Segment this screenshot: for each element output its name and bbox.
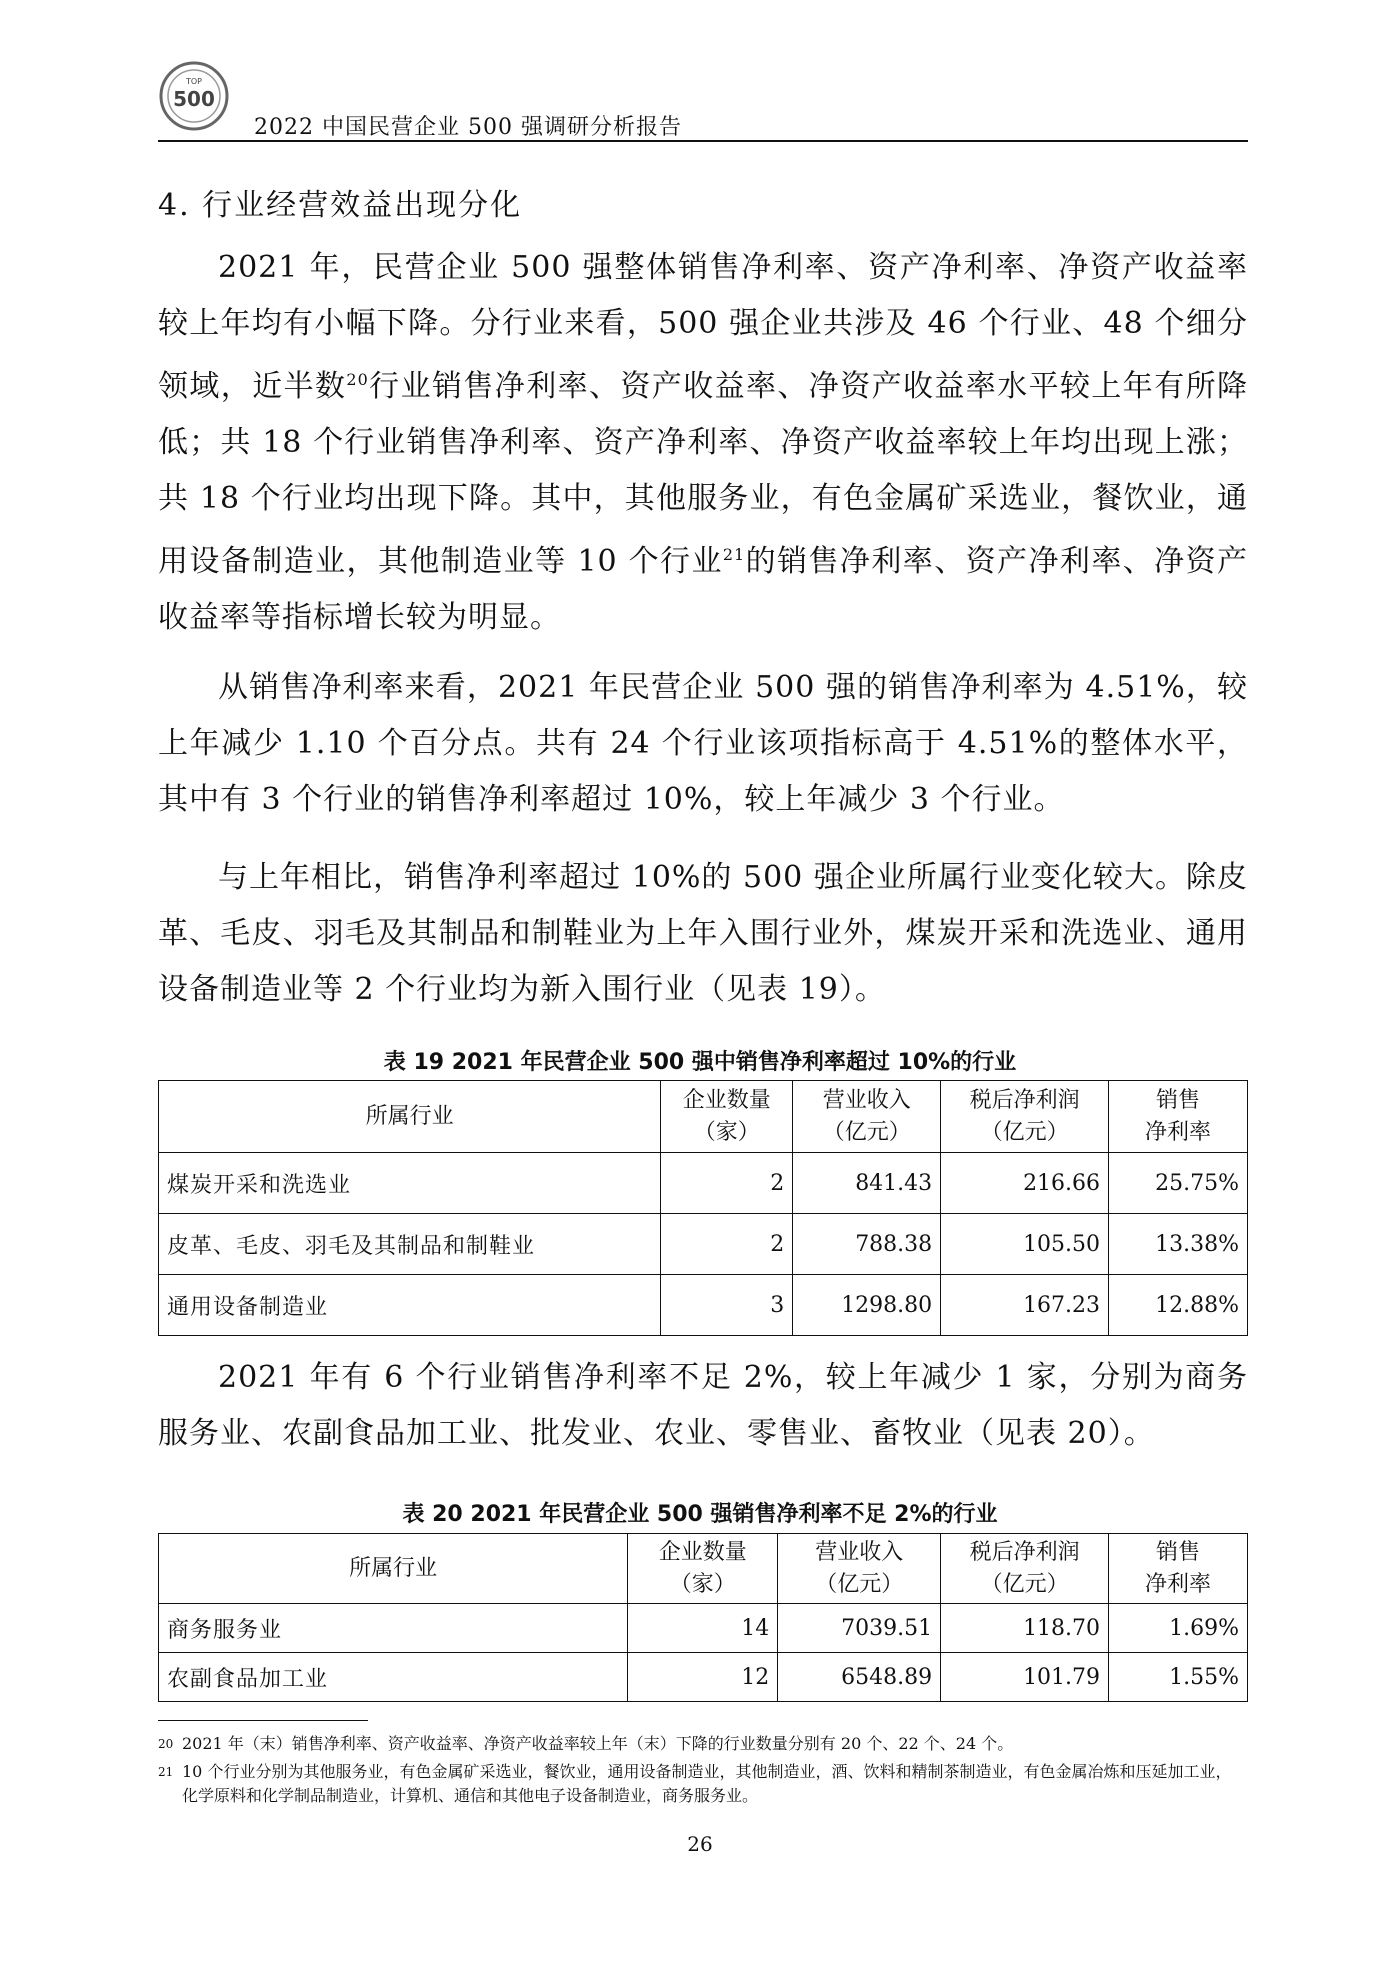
cell-count: 14: [628, 1604, 778, 1653]
table-row: [159, 1275, 1248, 1336]
footnote-divider: [158, 1720, 368, 1721]
header-count-line1: 企业数量: [658, 1539, 747, 1565]
footnote-20: [158, 1732, 1248, 1756]
header-count-line2: （家）: [693, 1119, 760, 1145]
cell-industry: 通用设备制造业: [159, 1275, 661, 1336]
section-heading: 4. 行业经营效益出现分化: [158, 188, 523, 223]
cell-industry: 煤炭开采和洗选业: [159, 1153, 661, 1214]
header-profit: [941, 1081, 1109, 1153]
header-revenue: [793, 1081, 941, 1153]
paragraph-1-part-a: 2021 年，民营企业 500 强整体销售净利率、资产净利率、净资产收益率较上年均有小幅下降。分行业来看，500 强企业共涉及 46 个行业、48 个细分领域，近半数: [158, 250, 1248, 404]
cell-margin: 25.75%: [1109, 1153, 1248, 1214]
footnote-number: 20: [158, 1737, 174, 1751]
cell-revenue: 7039.51: [778, 1604, 941, 1653]
table-row: [159, 1214, 1248, 1275]
paragraph-1-part-b: 行业销售净利率、资产收益率、净资产收益率水平较上年有所降低；共 18 个行业销售净利率、资产净利率、净资产收益率较上年均出现上涨；共 18 个行业均出现下降。其中，其他服务业，有色金属矿采选业，餐饮业，通用设备制造业，其他制造业等 10 个行业: [158, 369, 1249, 579]
cell-revenue: 6548.89: [778, 1653, 941, 1702]
footnote-text: 10 个行业分别为其他服务业，有色金属矿采选业，餐饮业，通用设备制造业，其他制造业，酒、饮料和精制茶制造业，有色金属冶炼和压延加工业，化学原料和化学制品制造业，计算机、通信和其他电子设备制造业，商务服务业。: [182, 1762, 1232, 1805]
footnote-ref-20[interactable]: 20: [346, 370, 369, 389]
cell-revenue: 841.43: [793, 1153, 941, 1214]
cell-margin: 12.88%: [1109, 1275, 1248, 1336]
header-revenue-line2: （亿元）: [815, 1571, 904, 1597]
page-header: [158, 52, 1248, 142]
header-margin: [1109, 1081, 1248, 1153]
cell-profit: 167.23: [941, 1275, 1109, 1336]
table-row: [159, 1153, 1248, 1214]
cell-margin: 13.38%: [1109, 1214, 1248, 1275]
header-count-line1: 企业数量: [682, 1087, 771, 1113]
table-20: [158, 1533, 1248, 1702]
cell-revenue: 1298.80: [793, 1275, 941, 1336]
header-industry: 所属行业: [159, 1081, 661, 1153]
cell-profit: 216.66: [941, 1153, 1109, 1214]
header-industry: 所属行业: [159, 1534, 628, 1604]
paragraph-1-part-c: 的销售净利率、资产净利率、净资产收益率等指标增长较为明显。: [158, 544, 1249, 635]
footnote-ref-21[interactable]: 21: [722, 545, 746, 564]
table-header-row: [159, 1534, 1248, 1604]
paragraph-3: 与上年相比，销售净利率超过 10%的 500 强企业所属行业变化较大。除皮革、毛皮、羽毛及其制品和制鞋业为上年入围行业外，煤炭开采和洗选业、通用设备制造业等 2 个行业均为新入围行业（见表 19）。: [158, 860, 1248, 1007]
header-profit-line2: （亿元）: [980, 1571, 1069, 1597]
logo-top-text: TOP: [185, 77, 203, 86]
cell-count: 2: [661, 1153, 793, 1214]
logo-number-text: 500: [173, 87, 215, 111]
table-row: [159, 1604, 1248, 1653]
paragraph-4: 2021 年有 6 个行业销售净利率不足 2%，较上年减少 1 家，分别为商务服务业、农副食品加工业、批发业、农业、零售业、畜牧业（见表 20）。: [158, 1360, 1248, 1451]
cell-count: 12: [628, 1653, 778, 1702]
table-header-row: [159, 1081, 1248, 1153]
cell-count: 3: [661, 1275, 793, 1336]
footnote-21: [158, 1760, 1248, 1808]
header-margin-line1: 销售: [1156, 1087, 1201, 1113]
page-number: 26: [687, 1832, 713, 1856]
header-profit-line1: 税后净利润: [969, 1539, 1080, 1565]
header-margin-line1: 销售: [1156, 1539, 1201, 1565]
paragraph-1: [158, 240, 1248, 646]
table-row: [159, 1653, 1248, 1702]
report-title: 2022 中国民营企业 500 强调研分析报告: [254, 115, 682, 140]
header-count: [628, 1534, 778, 1604]
header-revenue-line1: 营业收入: [822, 1087, 911, 1113]
header-margin: [1109, 1534, 1248, 1604]
cell-revenue: 788.38: [793, 1214, 941, 1275]
paragraph-2: 从销售净利率来看，2021 年民营企业 500 强的销售净利率为 4.51%，较上年减少 1.10 个百分点。共有 24 个行业该项指标高于 4.51%的整体水平，其中有 3 个行业的销售净利率超过 10%，较上年减少 3 个行业。: [158, 670, 1248, 817]
cell-industry: 商务服务业: [159, 1604, 628, 1653]
cell-profit: 105.50: [941, 1214, 1109, 1275]
cell-industry: 皮革、毛皮、羽毛及其制品和制鞋业: [159, 1214, 661, 1275]
table-19: [158, 1080, 1248, 1336]
cell-profit: 118.70: [941, 1604, 1109, 1653]
header-profit: [941, 1534, 1109, 1604]
header-margin-line2: 净利率: [1145, 1571, 1212, 1597]
top500-logo-icon: [158, 60, 230, 132]
header-count: [661, 1081, 793, 1153]
cell-count: 2: [661, 1214, 793, 1275]
header-revenue-line1: 营业收入: [815, 1539, 904, 1565]
footnote-number: 21: [158, 1765, 174, 1779]
cell-industry: 农副食品加工业: [159, 1653, 628, 1702]
header-count-line2: （家）: [669, 1571, 736, 1597]
header-revenue: [778, 1534, 941, 1604]
header-profit-line1: 税后净利润: [969, 1087, 1080, 1113]
header-revenue-line2: （亿元）: [822, 1119, 911, 1145]
footnote-text: 2021 年（末）销售净利率、资产收益率、净资产收益率较上年（末）下降的行业数量分别有 20 个、22 个、24 个。: [182, 1734, 1014, 1753]
header-profit-line2: （亿元）: [980, 1119, 1069, 1145]
cell-margin: 1.55%: [1109, 1653, 1248, 1702]
header-margin-line2: 净利率: [1145, 1119, 1212, 1145]
cell-margin: 1.69%: [1109, 1604, 1248, 1653]
table-20-caption: 表 20 2021 年民营企业 500 强销售净利率不足 2%的行业: [402, 1502, 998, 1527]
cell-profit: 101.79: [941, 1653, 1109, 1702]
table-19-caption: 表 19 2021 年民营企业 500 强中销售净利率超过 10%的行业: [383, 1050, 1017, 1075]
